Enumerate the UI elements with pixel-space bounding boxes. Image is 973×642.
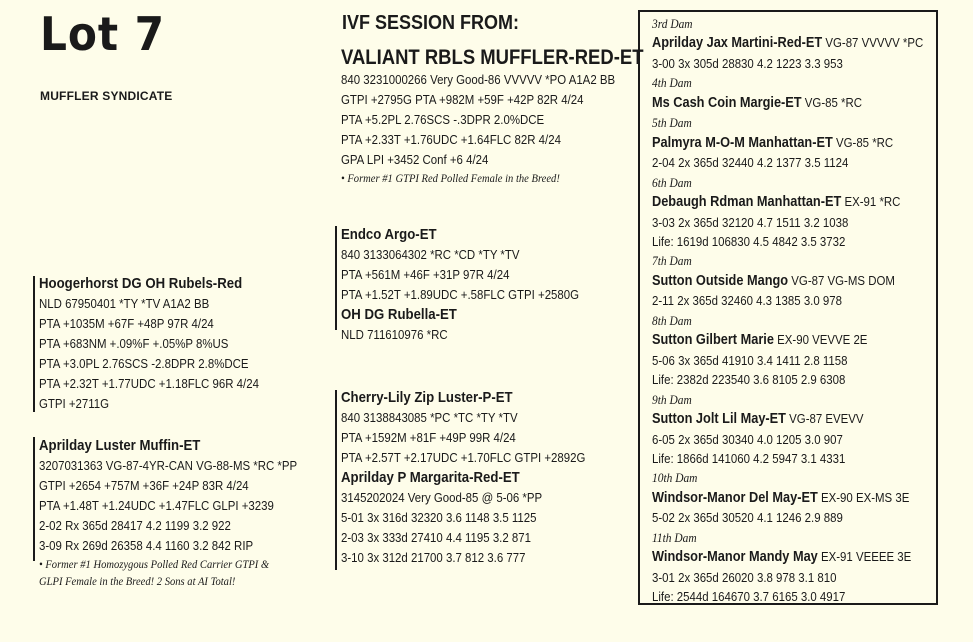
sire-rubels-line: PTA +3.0PL 2.76SCS -2.8DPR 2.8%DCE	[39, 356, 249, 371]
dam-name-line	[652, 133, 923, 153]
sire-argo-line: PTA +1.52T +1.89UDC +.58FLC GTPI +2580G	[341, 287, 580, 302]
dam-name: Sutton Jolt Lil May-ET	[652, 411, 786, 428]
dam-name-line	[652, 33, 923, 53]
dam-name-line	[652, 93, 923, 113]
dam-label: 5th Dam	[652, 115, 692, 131]
sire-rubels-line: PTA +2.32T +1.77UDC +1.18FLC 96R 4/24	[39, 376, 259, 391]
dam-name-line	[652, 330, 923, 350]
dam-entry	[652, 173, 923, 252]
bracket-muffin	[33, 437, 35, 561]
dam-name: Sutton Outside Mango	[652, 272, 789, 289]
dam-rubella-line: NLD 711610976 *RC	[341, 327, 448, 342]
dam-name: Ms Cash Coin Margie-ET	[652, 94, 802, 111]
dam-muffin-line: 3-09 Rx 269d 26358 4.4 1160 3.2 842 RIP	[39, 538, 254, 553]
dam-muffin-line: PTA +1.48T +1.24UDC +1.47FLC GLPI +3239	[39, 498, 274, 513]
dam-name: Palmyra M-O-M Manhattan-ET	[652, 134, 833, 151]
dam-lifetime: Life: 2544d 164670 3.7 6165 3.0 4917	[652, 589, 846, 605]
sire-luster-line: PTA +2.57T +2.17UDC +1.70FLC GTPI +2892G	[341, 450, 586, 465]
dam-entry	[652, 390, 923, 469]
dam-label: 8th Dam	[652, 312, 692, 328]
dam-classification: VG-85 *RC	[804, 94, 863, 110]
sire-luster-block	[341, 388, 585, 568]
dam-name: Windsor-Manor Mandy May	[652, 549, 818, 566]
dam-entry	[652, 528, 923, 607]
ivf-sire-block	[341, 46, 644, 187]
ivf-line: GPA LPI +3452 Conf +6 4/24	[341, 152, 489, 167]
dam-classification: EX-90 VEVVE 2E	[777, 332, 868, 348]
dam-lifetime: Life: 2382d 223540 3.6 8105 2.9 6308	[652, 372, 846, 388]
dam-record: 2-04 2x 365d 32440 4.2 1377 3.5 1124	[652, 155, 849, 171]
dam-name: Aprilday Jax Martini-Red-ET	[652, 35, 823, 52]
dam-label: 3rd Dam	[652, 16, 693, 31]
dam-entry	[652, 73, 923, 113]
pedigree-list	[652, 14, 923, 607]
dam-entry	[652, 251, 923, 310]
syndicate-name: MUFFLER SYNDICATE	[40, 89, 173, 103]
dam-classification: VG-85 *RC	[835, 134, 894, 150]
dam-classification: VG-87 VG-MS DOM	[791, 272, 895, 288]
bracket-argo	[335, 226, 337, 330]
ivf-heading: IVF SESSION FROM:	[342, 12, 520, 34]
dam-name-line	[652, 488, 923, 508]
dam-record: 3-03 2x 365d 32120 4.7 1511 3.2 1038	[652, 214, 849, 230]
ivf-line: PTA +2.33T +1.76UDC +1.64FLC 82R 4/24	[341, 132, 561, 147]
sire-argo-line: 840 3133064302 *RC *CD *TY *TV	[341, 247, 520, 262]
lot-title: Lot 7	[40, 7, 166, 61]
ivf-line: GTPI +2795G PTA +982M +59F +42P 82R 4/24	[341, 92, 584, 107]
dam-muffin-note: GLPI Female in the Breed! 2 Sons at AI Total!	[39, 574, 236, 588]
dam-classification: VG-87 VVVVV *PC	[825, 35, 924, 51]
dam-name: Sutton Gilbert Marie	[652, 332, 774, 349]
dam-name-line	[652, 547, 923, 567]
sire-luster-line: 840 3138843085 *PC *TC *TY *TV	[341, 410, 518, 425]
sire-argo-block	[341, 225, 579, 345]
dam-classification: EX-91 *RC	[844, 194, 901, 210]
dam-record: 5-06 3x 365d 41910 3.4 1411 2.8 1158	[652, 352, 848, 368]
dam-record: 5-02 2x 365d 30520 4.1 1246 2.9 889	[652, 510, 843, 526]
dam-muffin-line: 3207031363 VG-87-4YR-CAN VG-88-MS *RC *PP	[39, 458, 298, 473]
dam-entry	[652, 311, 923, 390]
ivf-line: PTA +5.2PL 2.76SCS -.3DPR 2.0%DCE	[341, 112, 545, 127]
sire-argo-name: Endco Argo-ET	[341, 226, 437, 243]
dam-margarita-line: 3-10 3x 312d 21700 3.7 812 3.6 777	[341, 550, 526, 565]
dam-muffin-note: • Former #1 Homozygous Polled Red Carrier GTPI &	[39, 557, 270, 571]
dam-margarita-name: Aprilday P Margarita-Red-ET	[341, 469, 520, 486]
sire-luster-line: PTA +1592M +81F +49P 99R 4/24	[341, 430, 516, 445]
dam-entry	[652, 468, 923, 527]
sire-rubels-name: Hoogerhorst DG OH Rubels-Red	[39, 275, 243, 292]
sire-argo-line: PTA +561M +46F +31P 97R 4/24	[341, 267, 510, 282]
dam-name-line	[652, 192, 923, 212]
sire-rubels-line: PTA +1035M +67F +48P 97R 4/24	[39, 316, 214, 331]
dam-record: 3-01 2x 365d 26020 3.8 978 3.1 810	[652, 569, 837, 585]
bracket-rubels	[33, 276, 35, 412]
dam-classification: EX-90 EX-MS 3E	[820, 489, 910, 505]
dam-record: 6-05 2x 365d 30340 4.0 1205 3.0 907	[652, 431, 843, 447]
dam-label: 10th Dam	[652, 470, 698, 486]
dam-entry	[652, 113, 923, 172]
dam-label: 9th Dam	[652, 391, 692, 407]
dam-record: 2-11 2x 365d 32460 4.3 1385 3.0 978	[652, 293, 842, 309]
sire-rubels-line: PTA +683NM +.09%F +.05%P 8%US	[39, 336, 229, 351]
dam-name: Debaugh Rdman Manhattan-ET	[652, 194, 842, 211]
dam-muffin-name: Aprilday Luster Muffin-ET	[39, 437, 201, 454]
dam-label: 6th Dam	[652, 174, 692, 190]
dam-label: 7th Dam	[652, 253, 692, 269]
dam-margarita-line: 5-01 3x 316d 32320 3.6 1148 3.5 1125	[341, 510, 537, 525]
dam-rubella-name: OH DG Rubella-ET	[341, 306, 457, 323]
dam-muffin-line: 2-02 Rx 365d 28417 4.2 1199 3.2 922	[39, 518, 231, 533]
dam-muffin-block	[39, 436, 297, 590]
dam-lifetime: Life: 1866d 141060 4.2 5947 3.1 4331	[652, 450, 846, 466]
dam-margarita-line: 3145202024 Very Good-85 @ 5-06 *PP	[341, 490, 543, 505]
dam-record: 3-00 3x 305d 28830 4.2 1223 3.3 953	[652, 55, 843, 71]
ivf-sire-name: VALIANT RBLS MUFFLER-RED-ET	[341, 46, 644, 69]
dam-name: Windsor-Manor Del May-ET	[652, 489, 818, 506]
ivf-line: 840 3231000266 Very Good-86 VVVVV *PO A1A2 BB	[341, 72, 616, 87]
bracket-luster	[335, 390, 337, 570]
dam-name-line	[652, 409, 923, 429]
sire-luster-name: Cherry-Lily Zip Luster-P-ET	[341, 389, 513, 406]
dam-muffin-line: GTPI +2654 +757M +36F +24P 83R 4/24	[39, 478, 249, 493]
dam-lifetime: Life: 1619d 106830 4.5 4842 3.5 3732	[652, 233, 846, 249]
sire-rubels-line: GTPI +2711G	[39, 396, 110, 411]
dam-label: 4th Dam	[652, 75, 692, 91]
dam-classification: VG-87 EVEVV	[789, 411, 864, 427]
sire-rubels-line: NLD 67950401 *TY *TV A1A2 BB	[39, 296, 210, 311]
dam-classification: EX-91 VEEEE 3E	[820, 549, 912, 565]
sire-rubels-block	[39, 274, 259, 414]
dam-label: 11th Dam	[652, 529, 697, 545]
dam-name-line	[652, 271, 923, 291]
ivf-note: • Former #1 GTPI Red Polled Female in the Breed!	[341, 171, 560, 185]
dam-margarita-line: 2-03 3x 333d 27410 4.4 1195 3.2 871	[341, 530, 531, 545]
dam-entry	[652, 14, 923, 73]
